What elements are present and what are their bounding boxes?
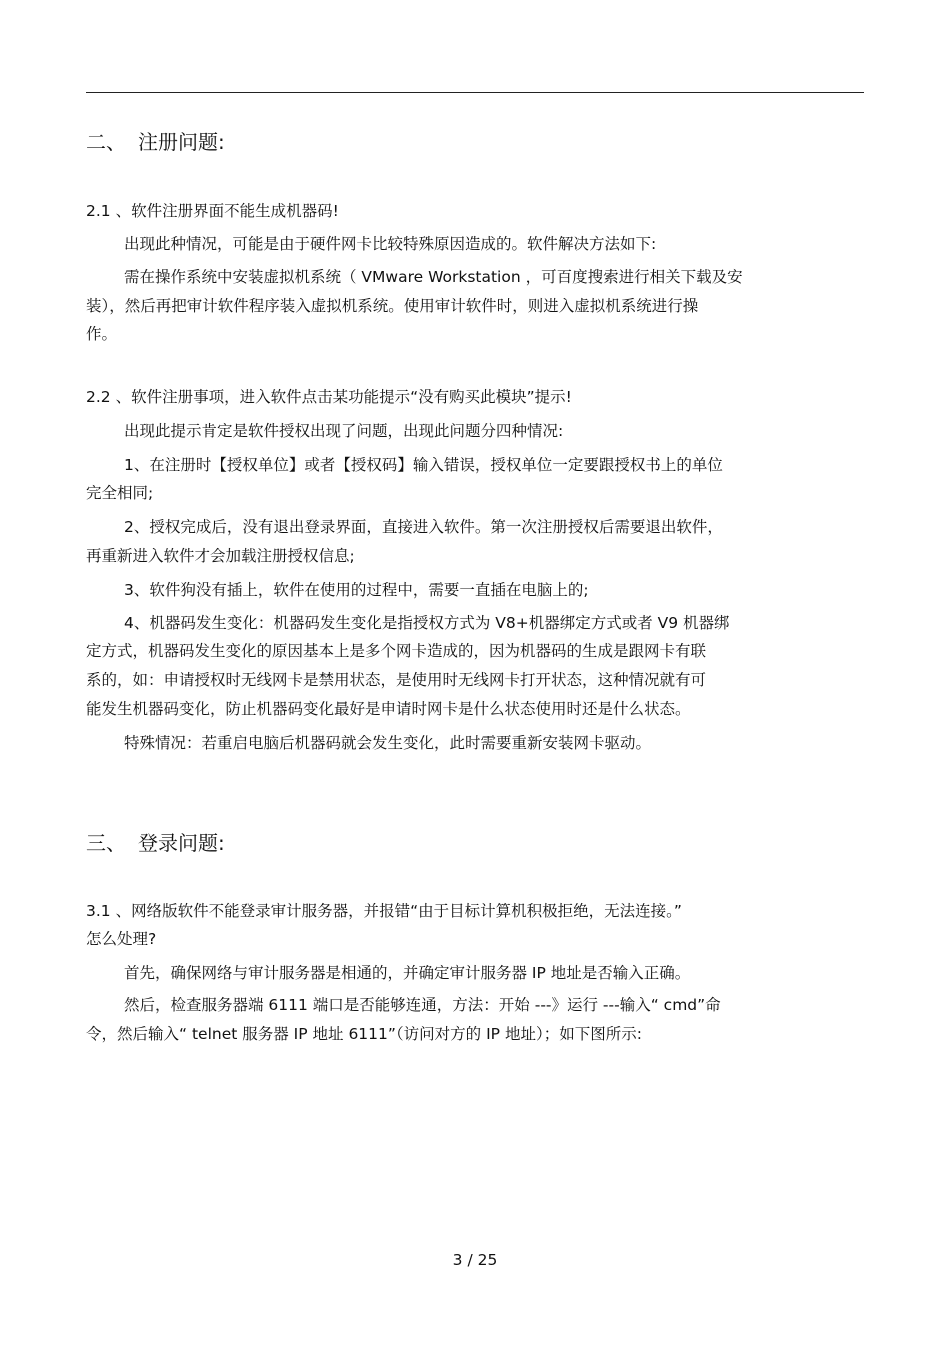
list-item-line: 2、授权完成后，没有退出登录界面，直接进入软件。第一次注册授权后需要退出软件，: [124, 518, 723, 536]
list-item-line: 4、机器码发生变化：机器码发生变化是指授权方式为 V8+机器绑定方式或者 V9 机器绑: [124, 614, 730, 632]
question-title-line: 怎么处理?: [86, 930, 157, 948]
paragraph-line: 然后，检查服务器端 6111 端口是否能够连通，方法：开始 ---》运行 ---输入“ cmd”命: [124, 996, 721, 1014]
paragraph: 出现此种情况，可能是由于硬件网卡比较特殊原因造成的。软件解决方法如下:: [124, 235, 657, 253]
question-title-line: 3.1 、网络版软件不能登录审计服务器，并报错“由于目标计算机积极拒绝，无法连接。”: [86, 902, 682, 920]
list-item-line: 系的，如：申请授权时无线网卡是禁用状态，是使用时无线网卡打开状态，这种情况就有可: [86, 671, 707, 689]
list-item-line: 1、在注册时【授权单位】或者【授权码】输入错误，授权单位一定要跟授权书上的单位: [124, 456, 723, 474]
paragraph: 特殊情况：若重启电脑后机器码就会发生变化，此时需要重新安装网卡驱动。: [124, 734, 652, 752]
section-number: 三、: [86, 831, 126, 855]
page-number: 3 / 25: [452, 1251, 498, 1269]
list-item-line: 再重新进入软件才会加载注册授权信息;: [86, 547, 355, 565]
paragraph-line: 装），然后再把审计软件程序装入虚拟机系统。使用审计软件时，则进入虚拟机系统进行操: [86, 297, 699, 315]
section-heading-login: [86, 829, 225, 857]
paragraph: 首先，确保网络与审计服务器是相通的，并确定审计服务器 IP 地址是否输入正确。: [124, 964, 691, 982]
header-rule: [86, 92, 864, 93]
section-title: 登录问题:: [138, 831, 225, 855]
list-item-line: 完全相同;: [86, 484, 154, 502]
list-item-line: 3、软件狗没有插上，软件在使用的过程中，需要一直插在电脑上的;: [124, 581, 589, 599]
question-title: 2.1 、软件注册界面不能生成机器码!: [86, 202, 339, 220]
paragraph-line: 令，然后输入“ telnet 服务器 IP 地址 6111”（访问对方的 IP 地址）；如下图所示:: [86, 1025, 642, 1043]
question-title: 2.2 、软件注册事项，进入软件点击某功能提示“没有购买此模块”提示!: [86, 388, 572, 406]
list-item-line: 定方式，机器码发生变化的原因基本上是多个网卡造成的，因为机器码的生成是跟网卡有联: [86, 642, 707, 660]
paragraph: 出现此提示肯定是软件授权出现了问题，出现此问题分四种情况:: [124, 422, 564, 440]
paragraph-line: 作。: [86, 325, 118, 343]
section-number: 二、: [86, 130, 126, 154]
paragraph-line: 需在操作系统中安装虚拟机系统（ VMware Workstation ，可百度搜索进行相关下载及安: [124, 268, 743, 286]
section-title: 注册问题:: [138, 130, 225, 154]
section-heading-registration: [86, 128, 225, 156]
list-item-line: 能发生机器码变化，防止机器码变化最好是申请时网卡是什么状态使用时还是什么状态。: [86, 700, 691, 718]
